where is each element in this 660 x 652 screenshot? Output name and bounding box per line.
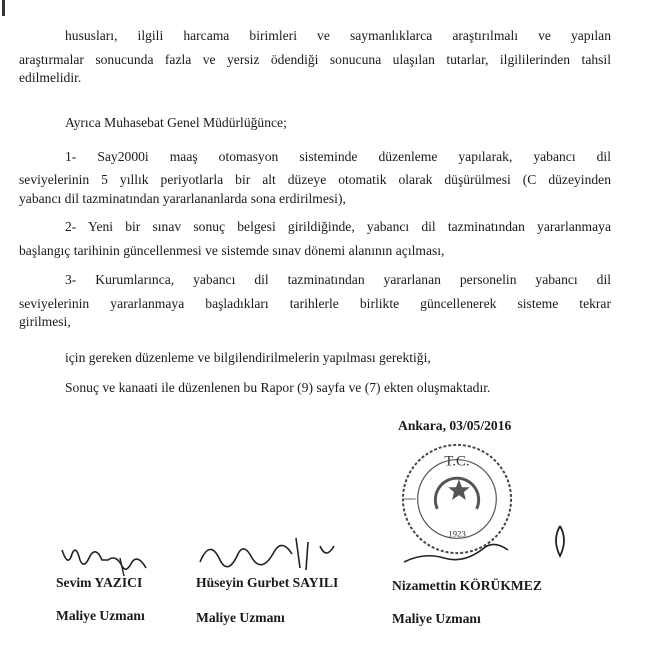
item-1-line-3: yabancı dil tazminatından yararlananlarda sona erdirilmesi), [19,191,346,206]
paragraph-1-line-1: hususları, ilgili harcama birimleri ve saymanlıklarca araştırılmalı ve yapılan [65,28,611,43]
signature-1 [60,538,170,578]
svg-text:T.C.: T.C. [444,453,470,470]
left-margin-mark [2,0,5,16]
closing-line-1: için gereken düzenleme ve bilgilendirilmelerin yapılması gerektiği, [65,350,431,365]
signatory-3-title: Maliye Uzmanı [392,611,481,626]
paragraph-1-line-3: edilmelidir. [19,70,82,85]
svg-text:1923: 1923 [448,528,466,539]
closing-line-2: Sonuç ve kanaati ile düzenlenen bu Rapor (9) sayfa ve (7) ekten oluşmaktadır. [65,380,491,395]
signatory-3-name: Nizamettin KÖRÜKMEZ [392,578,542,593]
signatory-1-name: Sevim YAZICI [56,575,143,590]
item-3-line-1: 3- Kurumlarınca, yabancı dil tazminatından yararlanan personelin yabancı dil [65,272,611,287]
item-2-line-1: 2- Yeni bir sınav sonuç belgesi girildiğinde, yabancı dil tazminatından yararlanmaya [65,219,611,234]
signature-3 [400,522,590,574]
signatory-2-name: Hüseyin Gurbet SAYILI [196,575,339,590]
signatory-1-title: Maliye Uzmanı [56,608,145,623]
signatory-2-title: Maliye Uzmanı [196,610,285,625]
item-2-line-2: başlangıç tarihinin güncellenmesi ve sistemde sınav dönemi alanının açılması, [19,243,445,258]
item-3-line-2: seviyelerinin yararlanmaya başladıkları tarihlerle birlikte güncellenerek sisteme tekrar [19,296,611,311]
place-date: Ankara, 03/05/2016 [398,418,512,433]
signature-2 [196,532,356,574]
paragraph-1-line-2: araştırmalar sonucunda fazla ve yersiz ödendiği sonucuna ulaşılan tutarlar, ilgililerinden tahsil [19,52,611,67]
section-heading: Ayrıca Muhasebat Genel Müdürlüğünce; [65,115,287,130]
item-1-line-2: seviyelerinin 5 yıllık periyotlarla bir alt düzeye otomatik olarak düşürülmesi (C düzeyinden [19,172,611,187]
item-3-line-3: girilmesi, [19,314,71,329]
item-1-line-1: 1- Say2000i maaş otomasyon sisteminde düzenleme yapılarak, yabancı dil [65,149,611,164]
